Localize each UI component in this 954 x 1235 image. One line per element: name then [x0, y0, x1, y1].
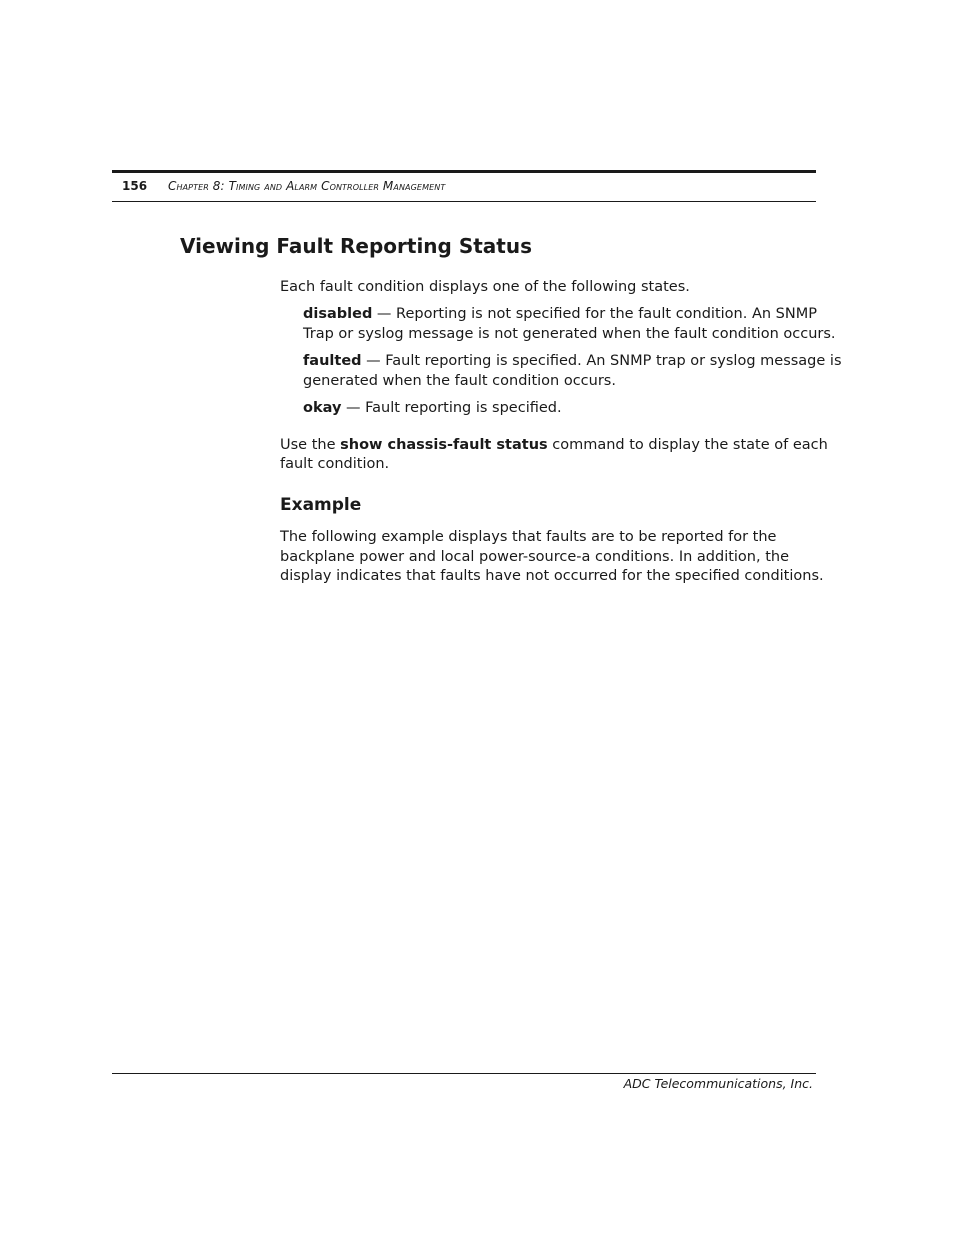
state-desc-faulted: — Fault reporting is specified. An SNMP trap or syslog message is: [361, 353, 842, 369]
usage-command: show chassis-fault status: [340, 437, 548, 453]
state-term-faulted: faulted: [303, 353, 362, 369]
example-line3: display indicates that faults have not occurred for the specified conditions.: [280, 568, 824, 584]
state-faulted-line2: generated when the fault condition occurs.: [303, 373, 616, 389]
state-term-okay: okay: [303, 400, 342, 416]
page-number: 156: [122, 179, 148, 193]
state-desc-okay: — Fault reporting is specified.: [341, 400, 562, 416]
usage-suffix: command to display the state of each: [547, 437, 828, 453]
intro-paragraph: Each fault condition displays one of the following states.: [280, 279, 690, 295]
footer-rule: [112, 1073, 816, 1074]
usage-prefix: Use the: [280, 437, 341, 453]
example-title: Example: [280, 495, 362, 515]
state-faulted-line1: [303, 351, 842, 371]
running-head: [122, 178, 445, 194]
example-line1: The following example displays that faults are to be reported for the: [280, 529, 777, 545]
usage-line2: fault condition.: [280, 456, 390, 472]
example-line2: backplane power and local power-source-a conditions. In addition, the: [280, 549, 790, 565]
header-rule-top: [112, 170, 816, 173]
state-disabled-line1: [303, 304, 817, 324]
chapter-title: Chapter 8: Timing and Alarm Controller Management: [168, 179, 446, 193]
state-disabled-line2: Trap or syslog message is not generated when the fault condition occurs.: [303, 326, 836, 342]
section-title: Viewing Fault Reporting Status: [180, 234, 532, 258]
header-rule-bottom: [112, 201, 816, 202]
state-okay-line1: [303, 398, 562, 418]
state-desc-disabled: — Reporting is not specified for the fault condition. An SNMP: [372, 306, 817, 322]
footer-company: ADC Telecommunications, Inc.: [623, 1076, 813, 1091]
state-term-disabled: disabled: [303, 306, 373, 322]
usage-line1: [280, 435, 828, 455]
